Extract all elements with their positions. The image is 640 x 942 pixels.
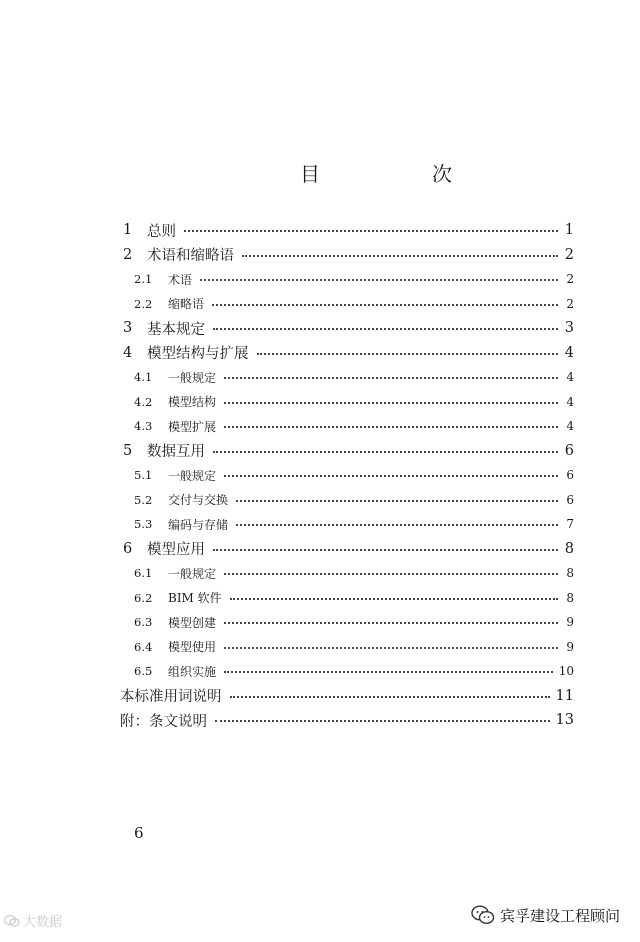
toc-entry-page: 11 xyxy=(555,687,574,704)
toc-dot-leader xyxy=(213,549,558,551)
toc-entry xyxy=(120,586,574,611)
toc-entry-page: 8 xyxy=(566,566,574,581)
toc-dot-leader xyxy=(212,304,558,306)
toc-entry-label: 模型应用 xyxy=(147,542,205,559)
toc-entry-number: 3 xyxy=(123,320,133,337)
page-number: 6 xyxy=(134,824,144,842)
toc-entry-page: 4 xyxy=(564,344,574,361)
toc-entry-page: 4 xyxy=(566,394,574,409)
toc-entry xyxy=(120,292,574,317)
toc-entry-page: 10 xyxy=(558,664,574,679)
toc-entry-label: 术语和缩略语 xyxy=(147,248,234,265)
toc-entry-number: 4.1 xyxy=(134,370,153,385)
toc-entry-number: 2.1 xyxy=(134,272,153,287)
toc-dot-leader xyxy=(200,279,558,281)
toc-entry-label: 术语 xyxy=(168,272,193,287)
toc-entry xyxy=(120,218,574,243)
toc-entry-page: 1 xyxy=(564,222,574,239)
toc-entry-label: 本标准用词说明 xyxy=(120,689,222,706)
toc-entry-number: 6 xyxy=(123,540,133,557)
toc-entry-number: 6.1 xyxy=(134,566,153,581)
watermark-left xyxy=(4,911,62,930)
toc-dot-leader xyxy=(236,500,558,502)
watermark-right xyxy=(471,904,620,926)
toc-entry-page: 9 xyxy=(566,615,574,630)
toc-dot-leader xyxy=(224,671,553,673)
toc-entry-page: 9 xyxy=(566,639,574,654)
toc-entry-page: 13 xyxy=(555,712,574,729)
toc-dot-leader xyxy=(257,353,559,355)
toc-entry xyxy=(120,512,574,537)
toc-dot-leader xyxy=(224,402,558,404)
toc-entry-label: 组织实施 xyxy=(168,664,217,679)
watermark-left-text: 大数据 xyxy=(23,915,63,930)
toc-entry-number: 4.3 xyxy=(134,419,153,434)
toc-entry xyxy=(120,316,574,341)
toc-entry-label: 数据互用 xyxy=(147,444,205,461)
toc-entry xyxy=(120,684,574,709)
toc-entry xyxy=(120,390,574,415)
toc-dot-leader xyxy=(213,328,558,330)
toc-entry xyxy=(120,610,574,635)
toc-entry-label: 模型结构 xyxy=(168,395,217,410)
toc-entry-number: 1 xyxy=(123,222,133,239)
toc-entry-label: 模型创建 xyxy=(168,615,217,630)
toc-entry-page: 7 xyxy=(566,517,574,532)
toc-entry-number: 6.5 xyxy=(134,664,153,679)
toc-entry xyxy=(120,341,574,366)
wechat-logo-icon xyxy=(4,914,20,928)
toc-entry-page: 6 xyxy=(564,442,574,459)
toc-entry-label: 模型扩展 xyxy=(168,419,217,434)
toc-entry-label: 总则 xyxy=(147,223,176,240)
toc-entry-number: 6.3 xyxy=(134,615,153,630)
toc-entry-number: 4.2 xyxy=(134,394,153,409)
toc-entry xyxy=(120,463,574,488)
toc-dot-leader xyxy=(215,720,550,722)
toc-entry-label: 一般规定 xyxy=(168,468,217,483)
toc-dot-leader xyxy=(224,475,558,477)
toc-entry-page: 8 xyxy=(564,540,574,557)
toc-entry-label: 模型使用 xyxy=(168,640,217,655)
toc-entry xyxy=(120,537,574,562)
toc-dot-leader xyxy=(236,524,558,526)
toc-entry xyxy=(120,659,574,684)
watermark-right-text: 宾孚建设工程顾问 xyxy=(499,906,620,925)
toc-entry-page: 2 xyxy=(566,272,574,287)
toc-entry-page: 6 xyxy=(566,468,574,483)
toc-dot-leader xyxy=(213,451,558,453)
toc-entry-number: 6.2 xyxy=(134,590,153,605)
wechat-logo-icon xyxy=(471,904,495,926)
toc-entry xyxy=(120,561,574,586)
toc-entry xyxy=(120,414,574,439)
toc-entry xyxy=(120,243,574,268)
toc-dot-leader xyxy=(224,377,558,379)
toc-entry xyxy=(120,439,574,464)
toc-entry-number: 5.3 xyxy=(134,517,153,532)
toc-entry-label: 模型结构与扩展 xyxy=(147,346,249,363)
toc-dot-leader xyxy=(230,696,550,698)
toc-entry-label: 编码与存储 xyxy=(168,517,229,532)
toc-entry-page: 2 xyxy=(566,296,574,311)
toc-entry-page: 6 xyxy=(566,492,574,507)
table-of-contents xyxy=(120,218,574,733)
toc-entry-page: 8 xyxy=(566,590,574,605)
toc-entry xyxy=(120,267,574,292)
toc-entry-label: 一般规定 xyxy=(168,370,217,385)
toc-dot-leader xyxy=(224,622,558,624)
toc-dot-leader xyxy=(224,647,558,649)
toc-entry-label: 基本规定 xyxy=(147,321,205,338)
toc-entry-label: BIM 软件 xyxy=(168,591,222,606)
toc-entry-number: 4 xyxy=(123,344,133,361)
toc-dot-leader xyxy=(224,426,558,428)
toc-entry-number: 2.2 xyxy=(134,296,153,311)
toc-entry-page: 2 xyxy=(564,246,574,263)
toc-entry-page: 3 xyxy=(564,320,574,337)
toc-entry-number: 6.4 xyxy=(134,639,153,654)
toc-entry-label: 附：条文说明 xyxy=(120,713,207,730)
toc-entry-label: 一般规定 xyxy=(168,566,217,581)
toc-entry-number: 5.2 xyxy=(134,492,153,507)
toc-entry-number: 5 xyxy=(123,442,133,459)
toc-entry-page: 4 xyxy=(566,419,574,434)
toc-entry-number: 5.1 xyxy=(134,468,153,483)
page-title: 目 次 xyxy=(300,162,498,186)
toc-dot-leader xyxy=(224,573,558,575)
toc-entry-label: 缩略语 xyxy=(168,297,205,312)
toc-dot-leader xyxy=(230,598,558,600)
toc-entry-page: 4 xyxy=(566,370,574,385)
toc-entry xyxy=(120,488,574,513)
toc-dot-leader xyxy=(242,255,558,257)
toc-entry-label: 交付与交换 xyxy=(168,493,229,508)
toc-entry xyxy=(120,708,574,733)
toc-dot-leader xyxy=(184,230,558,232)
toc-entry xyxy=(120,635,574,660)
toc-entry-number: 2 xyxy=(123,246,133,263)
toc-entry xyxy=(120,365,574,390)
